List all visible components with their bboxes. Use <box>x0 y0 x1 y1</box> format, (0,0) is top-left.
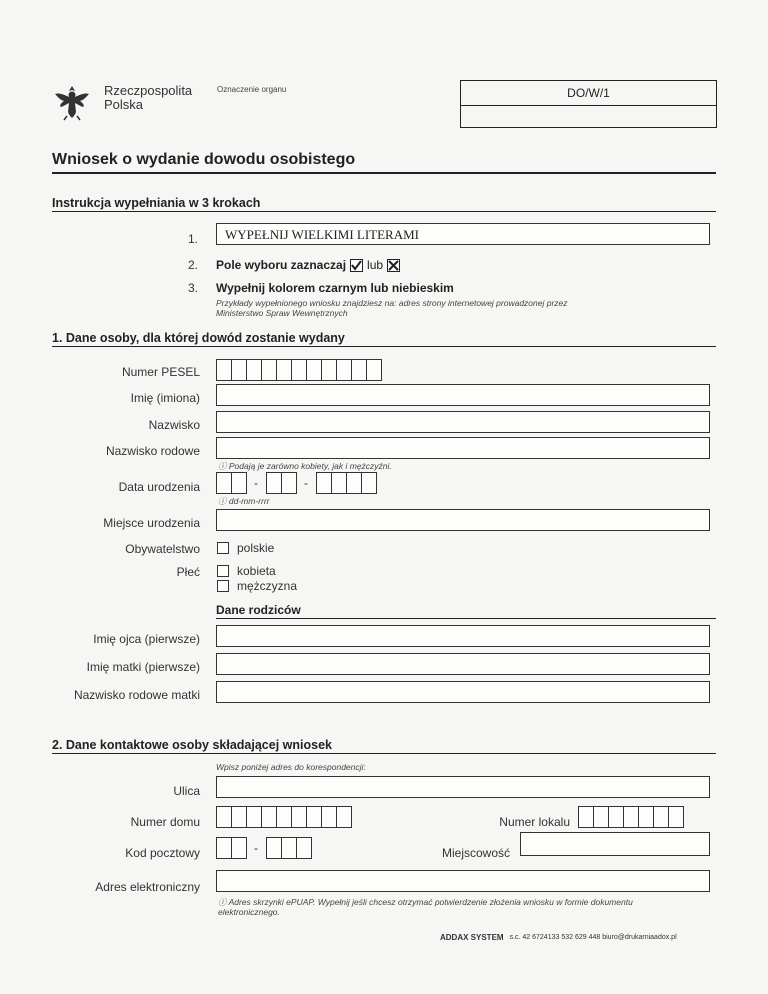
pesel-label: Numer PESEL <box>121 365 200 379</box>
email-label: Adres elektroniczny <box>95 880 200 894</box>
section-1-heading: 1. Dane osoby, dla której dowód zostanie wydany <box>52 331 345 345</box>
correspondence-hint: Wpisz poniżej adres do korespondencji: <box>216 762 366 772</box>
sex-male-checkbox[interactable] <box>217 580 229 592</box>
dash: - <box>304 476 308 490</box>
email-hint: ⓘ Adres skrzynki ePUAP. Wypełnij jeśli chcesz otrzymać potwierdzenie złożenia wniosku w formie dokumentu elektronicznego. <box>218 897 633 917</box>
city-label: Miejscowość <box>441 846 510 860</box>
birth-date-input[interactable] <box>216 472 376 494</box>
postcode-input[interactable] <box>216 837 311 859</box>
title-rule <box>52 172 716 174</box>
dash: - <box>254 476 258 490</box>
mother-family-name-label: Nazwisko rodowe matki <box>73 688 200 702</box>
eagle-emblem-icon <box>52 82 92 122</box>
citizenship-option-label: polskie <box>237 541 275 555</box>
mother-family-name-input[interactable] <box>216 681 710 703</box>
step-2-or: lub <box>367 258 384 272</box>
parents-heading: Dane rodziców <box>216 603 301 617</box>
citizenship-label: Obywatelstwo <box>125 542 200 556</box>
divider <box>52 753 716 754</box>
form-code-box <box>460 80 717 128</box>
printer-contact: s.c. 42 6724133 532 629 448 biuro@drukarniaadox.pl <box>509 934 677 941</box>
printer-brand: ADDAX SYSTEM <box>440 933 504 942</box>
surname-label: Nazwisko <box>148 418 200 432</box>
example-uppercase-field <box>216 223 710 245</box>
info-icon: ⓘ <box>218 897 227 907</box>
step-1-text: WYPEŁNIJ WIELKIMI LITERAMI <box>225 227 419 242</box>
org-label: Oznaczenie organu <box>217 85 287 94</box>
pesel-input[interactable] <box>216 359 381 381</box>
father-name-label: Imię ojca (pierwsze) <box>93 632 200 646</box>
flat-number-label: Numer lokalu <box>499 815 570 829</box>
example-note: Przykłady wypełnionego wniosku znajdziesz na: adres strony internetowej prowadzonej przez Ministerstwo Spraw Wewnętrznych <box>216 298 568 318</box>
step-2-text: Pole wyboru zaznaczaj <box>216 258 347 272</box>
step-number: 3. <box>188 281 199 295</box>
divider <box>52 211 716 212</box>
house-number-label: Numer domu <box>130 815 200 829</box>
checkmark-box-icon <box>350 259 363 272</box>
postcode-label: Kod pocztowy <box>125 846 200 860</box>
birth-place-label: Miejsce urodzenia <box>103 516 200 530</box>
printer-footer <box>440 933 677 942</box>
step-2 <box>216 258 400 272</box>
info-icon: ⓘ <box>218 496 227 506</box>
step-number: 1. <box>188 232 199 246</box>
family-name-label: Nazwisko rodowe <box>105 444 200 458</box>
divider <box>216 618 716 619</box>
street-label: Ulica <box>173 784 200 798</box>
email-input[interactable] <box>216 870 710 892</box>
form-code: DO/W/1 <box>461 81 716 106</box>
flat-number-input[interactable] <box>578 806 683 828</box>
city-input[interactable] <box>520 832 710 856</box>
birth-date-label: Data urodzenia <box>118 480 200 494</box>
sex-male-label: mężczyzna <box>237 579 298 593</box>
family-name-hint: ⓘ Podają je zarówno kobiety, jak i mężczyźni. <box>218 461 392 471</box>
instructions-heading: Instrukcja wypełniania w 3 krokach <box>52 196 261 210</box>
step-number: 2. <box>188 258 199 272</box>
family-name-input[interactable] <box>216 437 710 459</box>
info-icon: ⓘ <box>218 461 227 471</box>
father-name-input[interactable] <box>216 625 710 647</box>
birth-date-hint: ⓘ dd-mm-rrrr <box>218 496 270 506</box>
first-names-label: Imię (imiona) <box>130 391 200 405</box>
sex-female-checkbox[interactable] <box>217 565 229 577</box>
country-name: Rzeczpospolita Polska <box>104 83 193 112</box>
mother-name-label: Imię matki (pierwsze) <box>86 660 200 674</box>
dash: - <box>254 841 258 855</box>
sex-female-label: kobieta <box>237 564 276 578</box>
page-title: Wniosek o wydanie dowodu osobistego <box>52 151 356 168</box>
step-3-text: Wypełnij kolorem czarnym lub niebieskim <box>216 281 454 295</box>
street-input[interactable] <box>216 776 710 798</box>
divider <box>52 346 716 347</box>
birth-place-input[interactable] <box>216 509 710 531</box>
x-mark-box-icon <box>387 259 400 272</box>
section-2-heading: 2. Dane kontaktowe osoby składającej wniosek <box>52 738 332 752</box>
house-number-input[interactable] <box>216 806 351 828</box>
first-names-input[interactable] <box>216 384 710 406</box>
mother-name-input[interactable] <box>216 653 710 675</box>
citizenship-polish-checkbox[interactable] <box>217 542 229 554</box>
surname-input[interactable] <box>216 411 710 433</box>
sex-label: Płeć <box>176 565 200 579</box>
